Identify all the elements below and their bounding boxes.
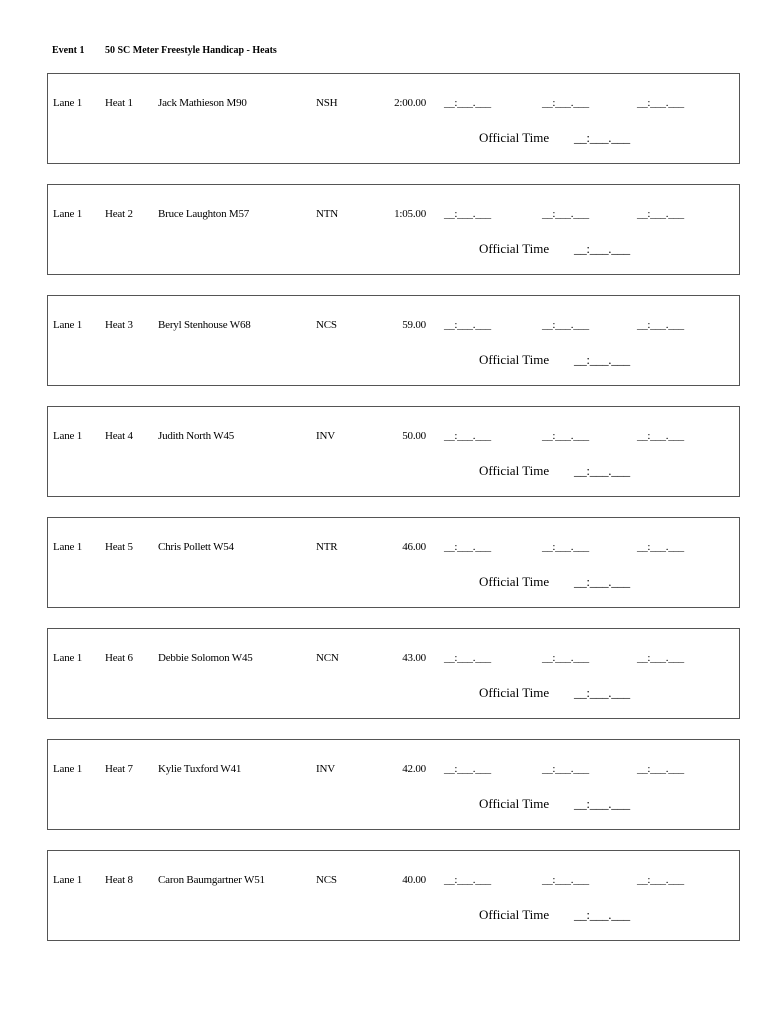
- heat-label: Heat 1: [105, 97, 133, 109]
- split-time-field[interactable]: __:___.___: [542, 541, 589, 553]
- club-code: NTN: [316, 208, 339, 220]
- event-header: [52, 45, 277, 56]
- split-time-field[interactable]: __:___.___: [542, 763, 589, 775]
- swimmer-name: Beryl Stenhouse W68: [158, 319, 251, 331]
- heat-label: Heat 4: [105, 430, 133, 442]
- split-time-field[interactable]: __:___.___: [444, 874, 491, 886]
- entry-card: [47, 406, 740, 497]
- split-time-field[interactable]: __:___.___: [444, 541, 491, 553]
- official-time-field[interactable]: __:___.___: [574, 130, 630, 145]
- seed-time: 2:00.00: [394, 97, 426, 109]
- club-code: NTR: [316, 541, 338, 553]
- split-time-field[interactable]: __:___.___: [542, 319, 589, 331]
- official-time-field[interactable]: __:___.___: [574, 796, 630, 811]
- split-time-field[interactable]: __:___.___: [542, 430, 589, 442]
- official-time-field[interactable]: __:___.___: [574, 685, 630, 700]
- lane-label: Lane 1: [53, 874, 83, 886]
- heat-label: Heat 7: [105, 763, 133, 775]
- official-time-field[interactable]: __:___.___: [574, 907, 630, 922]
- split-time-field[interactable]: __:___.___: [637, 97, 684, 109]
- heat-label: Heat 3: [105, 319, 133, 331]
- split-time-field[interactable]: __:___.___: [542, 97, 589, 109]
- entry-card: [47, 850, 740, 941]
- club-code: NCS: [316, 319, 337, 331]
- club-code: INV: [316, 763, 335, 775]
- split-time-field[interactable]: __:___.___: [637, 874, 684, 886]
- split-time-field[interactable]: __:___.___: [542, 652, 589, 664]
- heat-label: Heat 6: [105, 652, 133, 664]
- official-time-label: Official Time: [479, 796, 550, 811]
- split-time-field[interactable]: __:___.___: [444, 652, 491, 664]
- official-time-field[interactable]: __:___.___: [574, 241, 630, 256]
- lane-label: Lane 1: [53, 319, 83, 331]
- lane-label: Lane 1: [53, 208, 83, 220]
- seed-time: 50.00: [402, 430, 426, 442]
- swimmer-name: Debbie Solomon W45: [158, 652, 253, 664]
- official-time-field[interactable]: __:___.___: [574, 463, 630, 478]
- club-code: NSH: [316, 97, 338, 109]
- lane-label: Lane 1: [53, 652, 83, 664]
- lane-label: Lane 1: [53, 97, 83, 109]
- swimmer-name: Jack Mathieson M90: [158, 97, 247, 109]
- official-time-field[interactable]: __:___.___: [574, 574, 630, 589]
- seed-time: 43.00: [402, 652, 426, 664]
- swimmer-name: Kylie Tuxford W41: [158, 763, 242, 775]
- entry-card: [47, 628, 740, 719]
- official-time-field[interactable]: __:___.___: [574, 352, 630, 367]
- split-time-field[interactable]: __:___.___: [444, 319, 491, 331]
- entry-card: [47, 295, 740, 386]
- split-time-field[interactable]: __:___.___: [542, 874, 589, 886]
- heat-label: Heat 5: [105, 541, 133, 553]
- seed-time: 59.00: [402, 319, 426, 331]
- official-time-label: Official Time: [479, 574, 550, 589]
- official-time-label: Official Time: [479, 352, 550, 367]
- club-code: INV: [316, 430, 335, 442]
- split-time-field[interactable]: __:___.___: [444, 763, 491, 775]
- split-time-field[interactable]: __:___.___: [444, 97, 491, 109]
- seed-time: 1:05.00: [394, 208, 426, 220]
- entry-card: [47, 517, 740, 608]
- seed-time: 42.00: [402, 763, 426, 775]
- split-time-field[interactable]: __:___.___: [444, 430, 491, 442]
- split-time-field[interactable]: __:___.___: [637, 430, 684, 442]
- heat-label: Heat 2: [105, 208, 133, 220]
- swimmer-name: Bruce Laughton M57: [158, 208, 250, 220]
- entry-card: [47, 739, 740, 830]
- seed-time: 46.00: [402, 541, 426, 553]
- official-time-label: Official Time: [479, 463, 550, 478]
- split-time-field[interactable]: __:___.___: [637, 541, 684, 553]
- swimmer-name: Judith North W45: [158, 430, 235, 442]
- seed-time: 40.00: [402, 874, 426, 886]
- entry-card: [47, 73, 740, 164]
- swimmer-name: Caron Baumgartner W51: [158, 874, 265, 886]
- lane-label: Lane 1: [53, 430, 83, 442]
- split-time-field[interactable]: __:___.___: [444, 208, 491, 220]
- lane-label: Lane 1: [53, 541, 83, 553]
- official-time-label: Official Time: [479, 130, 550, 145]
- lane-label: Lane 1: [53, 763, 83, 775]
- official-time-label: Official Time: [479, 241, 550, 256]
- heat-label: Heat 8: [105, 874, 133, 886]
- club-code: NCN: [316, 652, 339, 664]
- swimmer-name: Chris Pollett W54: [158, 541, 234, 553]
- split-time-field[interactable]: __:___.___: [542, 208, 589, 220]
- split-time-field[interactable]: __:___.___: [637, 652, 684, 664]
- event-number: Event 1: [52, 45, 85, 56]
- official-time-label: Official Time: [479, 685, 550, 700]
- official-time-label: Official Time: [479, 907, 550, 922]
- split-time-field[interactable]: __:___.___: [637, 208, 684, 220]
- split-time-field[interactable]: __:___.___: [637, 319, 684, 331]
- split-time-field[interactable]: __:___.___: [637, 763, 684, 775]
- event-title: 50 SC Meter Freestyle Handicap - Heats: [105, 45, 277, 56]
- entry-card: [47, 184, 740, 275]
- club-code: NCS: [316, 874, 337, 886]
